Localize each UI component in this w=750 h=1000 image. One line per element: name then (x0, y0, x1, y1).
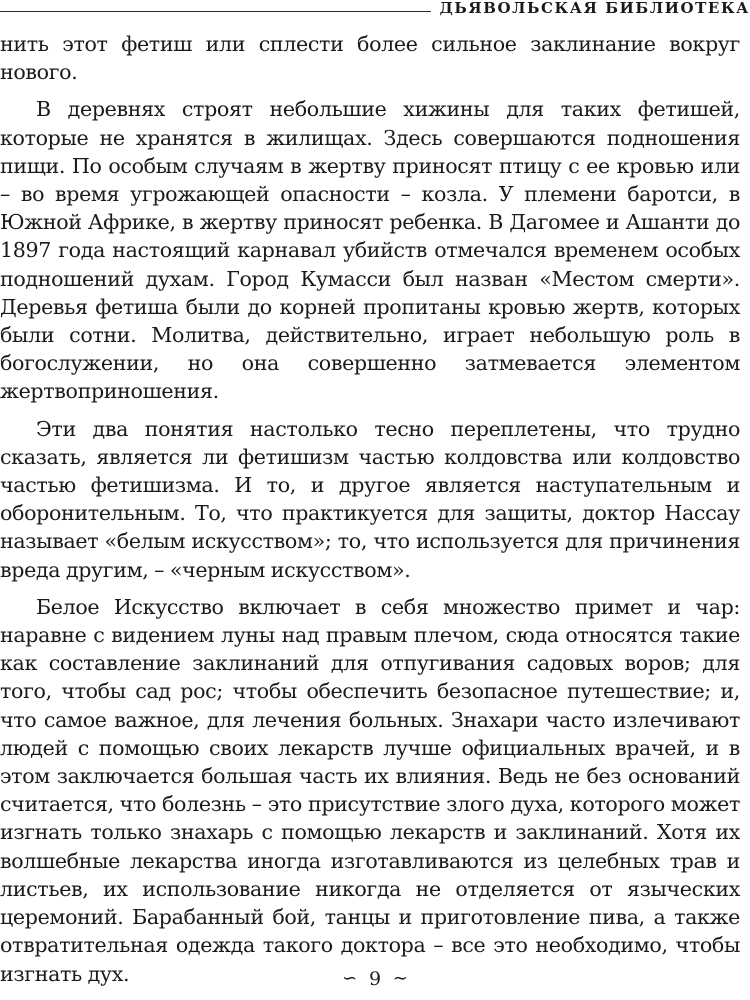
body-text (0, 30, 740, 997)
page-number: 9 (368, 968, 382, 990)
paragraph-huts: В деревнях строят небольшие хижины для таких фетишей, которые не хранятся в жилищах. Здесь совершаются подношения пищи. По особым случаям в жертву приносят птицу с ее кровью или – во время угрожающей опасности – козла. У племени баротси, в Южной Африке, в жертву приносят ребенка. В Дагомее и Ашанти до 1897 года настоящий карнавал убийств отмечался временем особых подношений духам. Город Кумасси был назван «Местом смерти». Деревья фетиша были до корней пропитаны кровью жертв, которых были сотни. Молитва, действительно, играет небольшую роль в богослужении, но она совершенно затмевается элементом жертвоприношения. (0, 97, 740, 404)
folio-ornament-left: ∽ (342, 968, 358, 989)
page-folio (0, 968, 750, 990)
paragraph-continuation: нить этот фетиш или сплести более сильное заклинание вокруг нового. (0, 32, 740, 85)
paragraph-fetishism-witchcraft: Эти два понятия настолько тесно переплетены, что трудно сказать, является ли фетишизм частью колдовства или колдовство частью фетишизма. И то, и другое является наступательным и оборонительным. То, что практикуется для защиты, доктор Нассау называет «белым искусством»; то, что используется для причинения вреда другим, – «черным искусством». (0, 416, 740, 582)
paragraph-white-art: Белое Искусство включает в себя множество примет и чар: наравне с видением луны над правым плечом, сюда относятся такие как составление заклинаний для отпугивания садовых воров; для того, чтобы сад рос; чтобы обеспечить безопасное путешествие; и, что самое важное, для лечения больных. Знахари часто излечивают людей с помощью своих лекарств лучше официальных врачей, и в этом заключается большая часть их влияния. Ведь не без оснований считается, что болезнь – это присутствие злого духа, которого может изгнать только знахарь с помощью лекарств и заклинаний. Хотя их волшебные лекарства иногда изготавливаются из целебных трав и листьев, их использование никогда не отделяется от языческих церемоний. Барабанный бой, танцы и приготовление пива, а также отвратительная одежда такого доктора – все это необходимо, чтобы изгнать дух. (0, 594, 740, 986)
folio-ornament-right: ∼ (392, 968, 408, 989)
running-head (0, 0, 750, 20)
running-head-title: ДЬЯВОЛЬСКАЯ БИБЛИОТЕКА (431, 0, 750, 18)
